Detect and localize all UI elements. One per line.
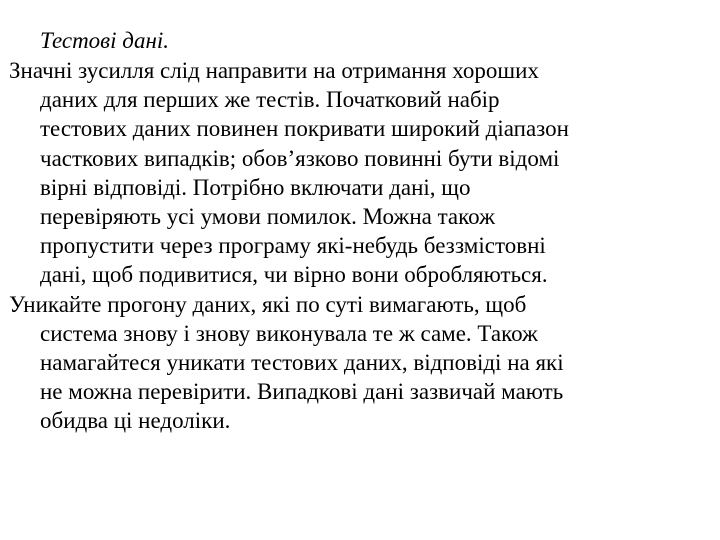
paragraph-line: обидва ці недоліки.	[40, 408, 231, 434]
paragraph-line: Уникайте прогону даних, які по суті вимагають, щоб	[9, 291, 527, 317]
slide-heading: Тестові дані.	[40, 28, 169, 53]
paragraph-avoid-runs	[0, 290, 720, 436]
paragraph-line: тестових даних повинен покривати широкий діапазон	[40, 116, 569, 142]
paragraph-line: вірні відповіді. Потрібно включати дані, що	[40, 174, 471, 200]
paragraph-line: система знову і знову виконувала те ж саме. Також	[40, 320, 538, 346]
paragraph-line: не можна перевірити. Випадкові дані зазвичай мають	[40, 379, 564, 405]
paragraph-line: намагайтеся уникати тестових даних, відповіді на які	[40, 350, 564, 376]
paragraph-test-data	[0, 56, 720, 290]
paragraph-line: перевіряють усі умови помилок. Можна також	[40, 204, 495, 230]
paragraph-line: пропустити через програму які-небудь беззмістовні	[40, 233, 546, 259]
paragraph-line: часткових випадків; обов’язково повинні бути відомі	[40, 145, 560, 171]
paragraph-line: даних для перших же тестів. Початковий набір	[40, 87, 500, 113]
paragraph-line: Значні зусилля слід направити на отримання хороших	[9, 58, 539, 83]
paragraph-line: дані, щоб подивитися, чи вірно вони обробляються.	[40, 262, 548, 288]
